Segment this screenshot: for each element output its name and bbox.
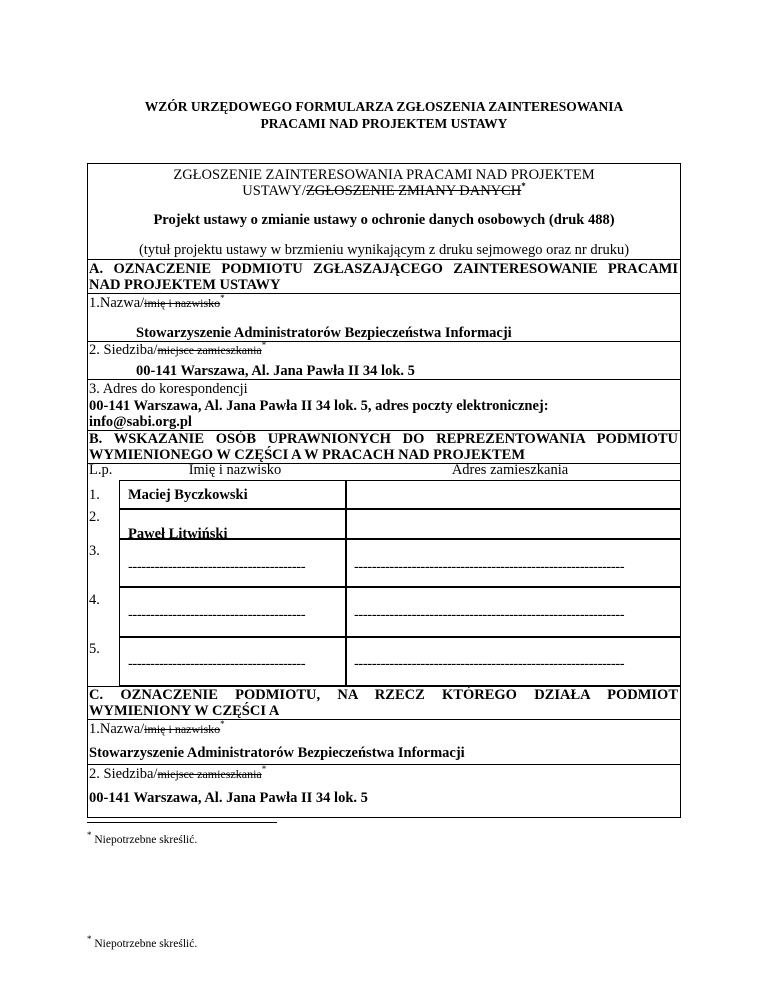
section-a-address-value-line2: info@sabi.org.pl	[89, 414, 192, 430]
divider	[87, 293, 681, 294]
person-3-name-blank: ----------------------------------------	[128, 559, 306, 575]
footnote-1: * Niepotrzebne skreślić.	[87, 830, 198, 846]
section-a-name-value: Stowarzyszenie Administratorów Bezpieczeństwa Informacji	[136, 325, 512, 341]
form-heading-line2	[87, 183, 681, 200]
footnote-separator	[87, 822, 277, 823]
form-heading-kept: USTAWY/	[242, 183, 306, 199]
section-a-seat-value: 00-141 Warszawa, Al. Jana Pawła II 34 lok. 5	[136, 363, 415, 379]
column-header-name: Imię i nazwisko	[188, 462, 282, 478]
column-header-lp: L.p.	[89, 462, 113, 478]
section-c-seat-value: 00-141 Warszawa, Al. Jana Pawła II 34 lok. 5	[89, 790, 368, 806]
section-c-title-line1: C. OZNACZENIE PODMIOTU, NA RZECZ KTÓREGO DZIAŁA PODMIOT	[89, 687, 678, 703]
section-a-seat-label: 2. Siedziba/miejsce zamieszkania*	[89, 340, 267, 358]
section-c-name-value: Stowarzyszenie Administratorów Bezpieczeństwa Informacji	[89, 745, 465, 761]
column-header-address: Adres zamieszkania	[451, 462, 569, 478]
form-heading-struck: ZGŁOSZENIE ZMIANY DANYCH	[305, 183, 522, 199]
section-c-name-label: 1.Nazwa/imię i nazwisko*	[89, 719, 225, 737]
section-a-name-label: 1.Nazwa/imię i nazwisko*	[89, 293, 225, 311]
project-title: Projekt ustawy o zmianie ustawy o ochronie danych osobowych (druk 488)	[153, 212, 615, 228]
person-2-number: 2.	[89, 509, 100, 525]
section-a-address-label: 3. Adres do korespondencji	[89, 381, 248, 397]
person-4-number: 4.	[89, 592, 100, 608]
person-4-name-blank: ----------------------------------------	[128, 607, 306, 623]
person-5-name-blank: ----------------------------------------	[128, 656, 306, 672]
divider	[87, 259, 681, 260]
section-a-address-value-line1: 00-141 Warszawa, Al. Jana Pawła II 34 lok. 5, adres poczty elektronicznej:	[89, 398, 549, 414]
section-a-title-line2: NAD PROJEKTEM USTAWY	[89, 277, 281, 293]
section-c-seat-label: 2. Siedziba/miejsce zamieszkania*	[89, 764, 267, 782]
document-title-line1: WZÓR URZĘDOWEGO FORMULARZA ZGŁOSZENIA ZAINTERESOWANIA	[144, 99, 624, 114]
section-a-title-line1: A. OZNACZENIE PODMIOTU ZGŁASZAJĄCEGO ZAINTERESOWANIE PRACAMI	[89, 261, 678, 277]
section-c-title-line2: WYMIENIONY W CZĘŚCI A	[89, 703, 280, 719]
divider	[87, 764, 681, 765]
person-1-number: 1.	[89, 487, 100, 503]
person-5-number: 5.	[89, 641, 100, 657]
divider	[87, 719, 681, 720]
section-b-title-line1: B. WSKAZANIE OSÓB UPRAWNIONYCH DO REPREZENTOWANIA PODMIOTU	[89, 431, 678, 447]
person-5-address-blank: -------------------------------------------------------------	[354, 656, 625, 672]
person-3-number: 3.	[89, 543, 100, 559]
person-3-address-blank: -------------------------------------------------------------	[354, 559, 625, 575]
footnote-mark: *	[521, 181, 526, 192]
person-4-address-blank: -------------------------------------------------------------	[354, 607, 625, 623]
section-b-title-line2: WYMIENIONEGO W CZĘŚCI A W PRACACH NAD PROJEKTEM	[89, 447, 525, 463]
person-1-name: Maciej Byczkowski	[128, 487, 248, 503]
document-title-line2: PRACAMI NAD PROJEKTEM USTAWY	[260, 116, 508, 131]
project-title-note: (tytuł projektu ustawy w brzmieniu wynikającym z druku sejmowego oraz nr druku)	[138, 242, 630, 258]
footnote-2: * Niepotrzebne skreślić.	[87, 934, 198, 950]
divider	[87, 379, 681, 380]
person-1-address-cell	[346, 480, 681, 509]
person-2-address-cell	[346, 509, 681, 539]
form-heading-line1: ZGŁOSZENIE ZAINTERESOWANIA PRACAMI NAD PROJEKTEM	[173, 167, 595, 183]
person-2-name: Paweł Litwiński	[128, 526, 228, 542]
